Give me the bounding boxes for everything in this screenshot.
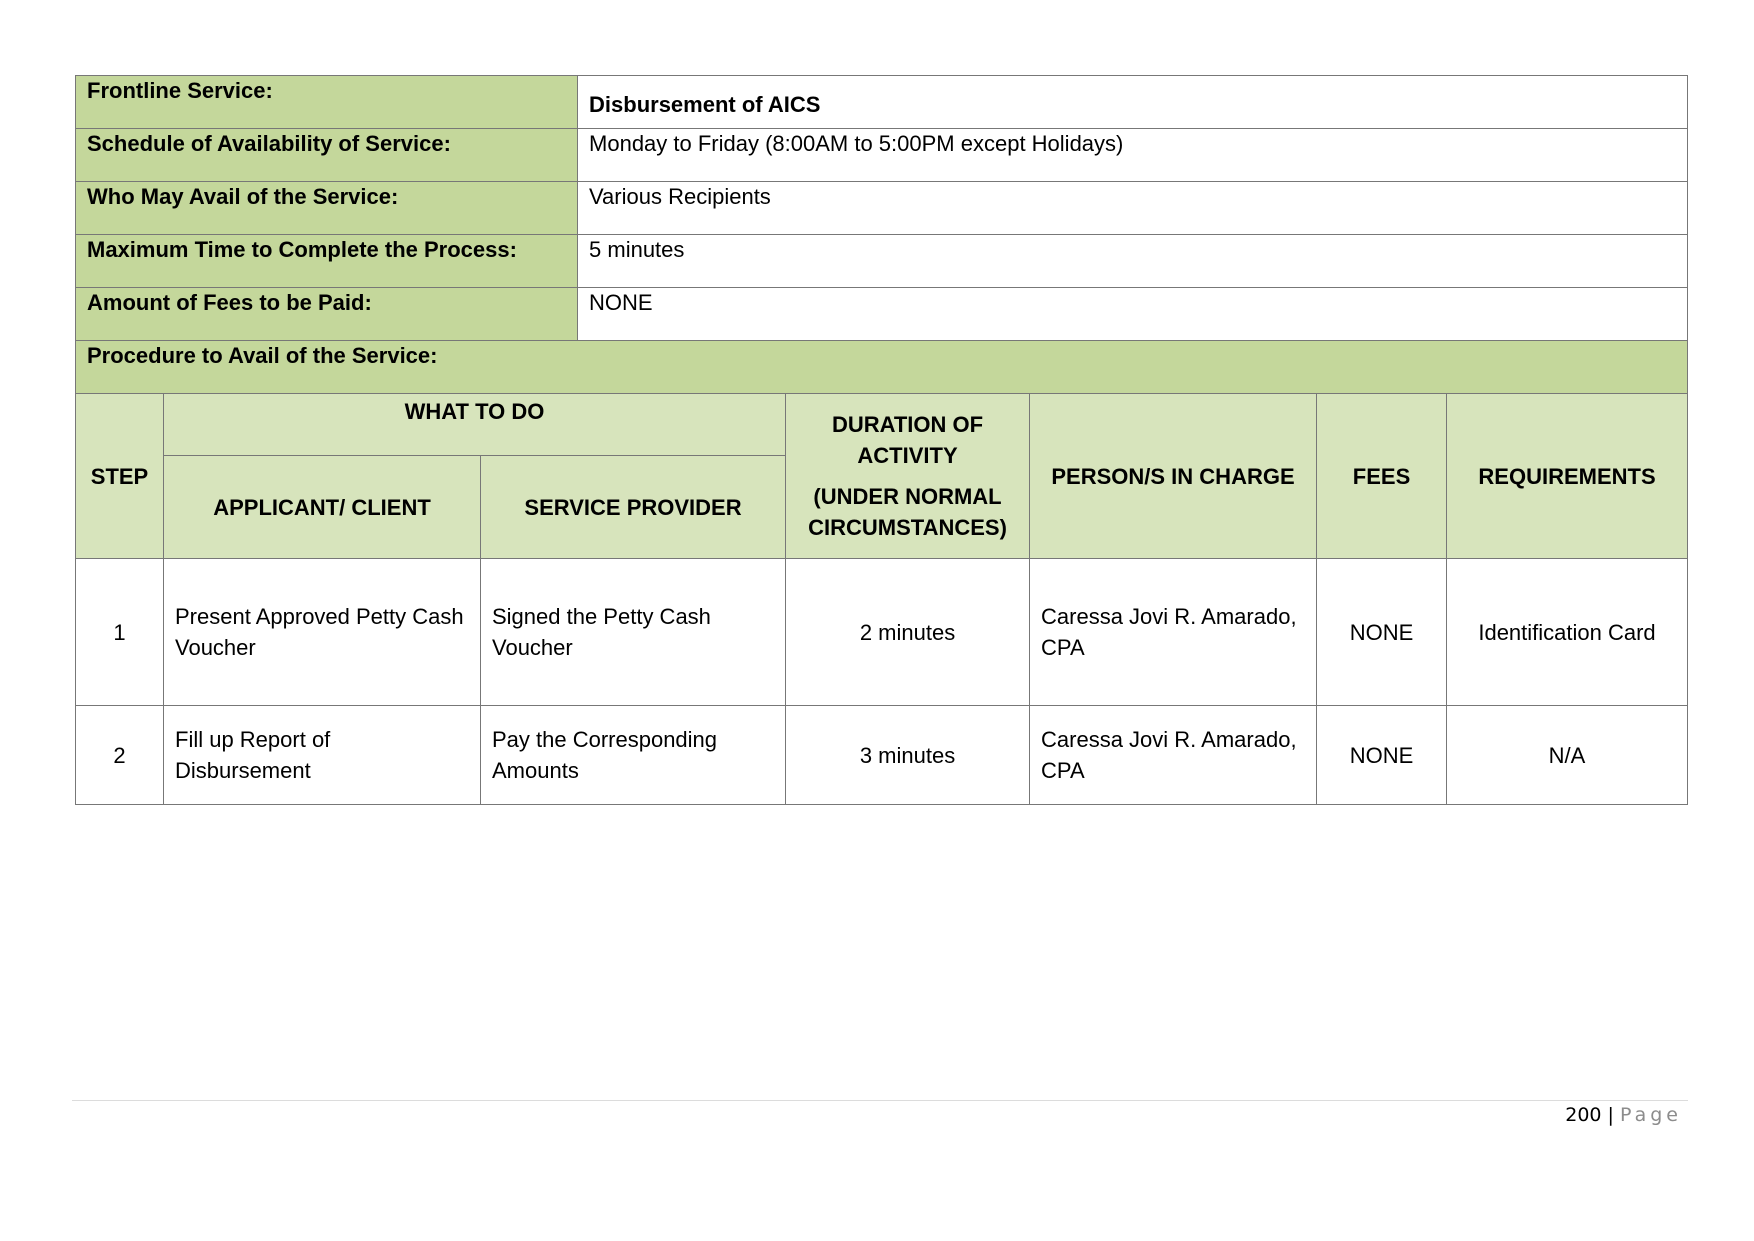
table-row [76, 559, 1688, 706]
header-applicant: APPLICANT/ CLIENT [164, 456, 481, 559]
provider-action: Pay the Corresponding Amounts [481, 706, 786, 805]
applicant-action: Present Approved Petty Cash Voucher [164, 559, 481, 706]
header-fees: FEES [1317, 394, 1447, 559]
page-number: 200 [1565, 1104, 1602, 1126]
footer-divider [72, 1100, 1688, 1101]
page-footer [1565, 1104, 1682, 1126]
header-provider: SERVICE PROVIDER [481, 456, 786, 559]
requirements-value: N/A [1447, 706, 1688, 805]
header-row-1 [76, 394, 1688, 456]
fees-row [76, 288, 1688, 341]
who-row [76, 182, 1688, 235]
requirements-value: Identification Card [1447, 559, 1688, 706]
schedule-value: Monday to Friday (8:00AM to 5:00PM except Holidays) [578, 129, 1688, 182]
max-time-value: 5 minutes [578, 235, 1688, 288]
table-row [76, 706, 1688, 805]
step-number: 2 [76, 706, 164, 805]
procedure-label: Procedure to Avail of the Service: [76, 341, 1688, 394]
frontline-label: Frontline Service: [76, 76, 578, 129]
schedule-label: Schedule of Availability of Service: [76, 129, 578, 182]
fees-value: NONE [578, 288, 1688, 341]
max-time-label: Maximum Time to Complete the Process: [76, 235, 578, 288]
frontline-value-text: Disbursement of AICS [589, 92, 821, 117]
header-duration-line2: (UNDER NORMAL CIRCUMSTANCES) [808, 484, 1007, 540]
person-in-charge: Caressa Jovi R. Amarado, CPA [1030, 706, 1317, 805]
header-person: PERSON/S IN CHARGE [1030, 394, 1317, 559]
duration-value: 2 minutes [786, 559, 1030, 706]
duration-value: 3 minutes [786, 706, 1030, 805]
header-duration-line1: DURATION OF ACTIVITY [831, 412, 984, 468]
header-requirements: REQUIREMENTS [1447, 394, 1688, 559]
service-table [75, 75, 1688, 805]
frontline-value [578, 76, 1688, 129]
provider-action: Signed the Petty Cash Voucher [481, 559, 786, 706]
header-what-to-do: WHAT TO DO [164, 394, 786, 456]
schedule-row [76, 129, 1688, 182]
header-step: STEP [76, 394, 164, 559]
who-label: Who May Avail of the Service: [76, 182, 578, 235]
max-time-row [76, 235, 1688, 288]
fees-value-cell: NONE [1317, 706, 1447, 805]
applicant-action: Fill up Report of Disbursement [164, 706, 481, 805]
page-word: Page [1620, 1104, 1682, 1126]
step-number: 1 [76, 559, 164, 706]
fees-label: Amount of Fees to be Paid: [76, 288, 578, 341]
who-value: Various Recipients [578, 182, 1688, 235]
header-duration [786, 394, 1030, 559]
footer-separator: | [1607, 1104, 1614, 1126]
procedure-row [76, 341, 1688, 394]
person-in-charge: Caressa Jovi R. Amarado, CPA [1030, 559, 1317, 706]
fees-value-cell: NONE [1317, 559, 1447, 706]
frontline-row [76, 76, 1688, 129]
